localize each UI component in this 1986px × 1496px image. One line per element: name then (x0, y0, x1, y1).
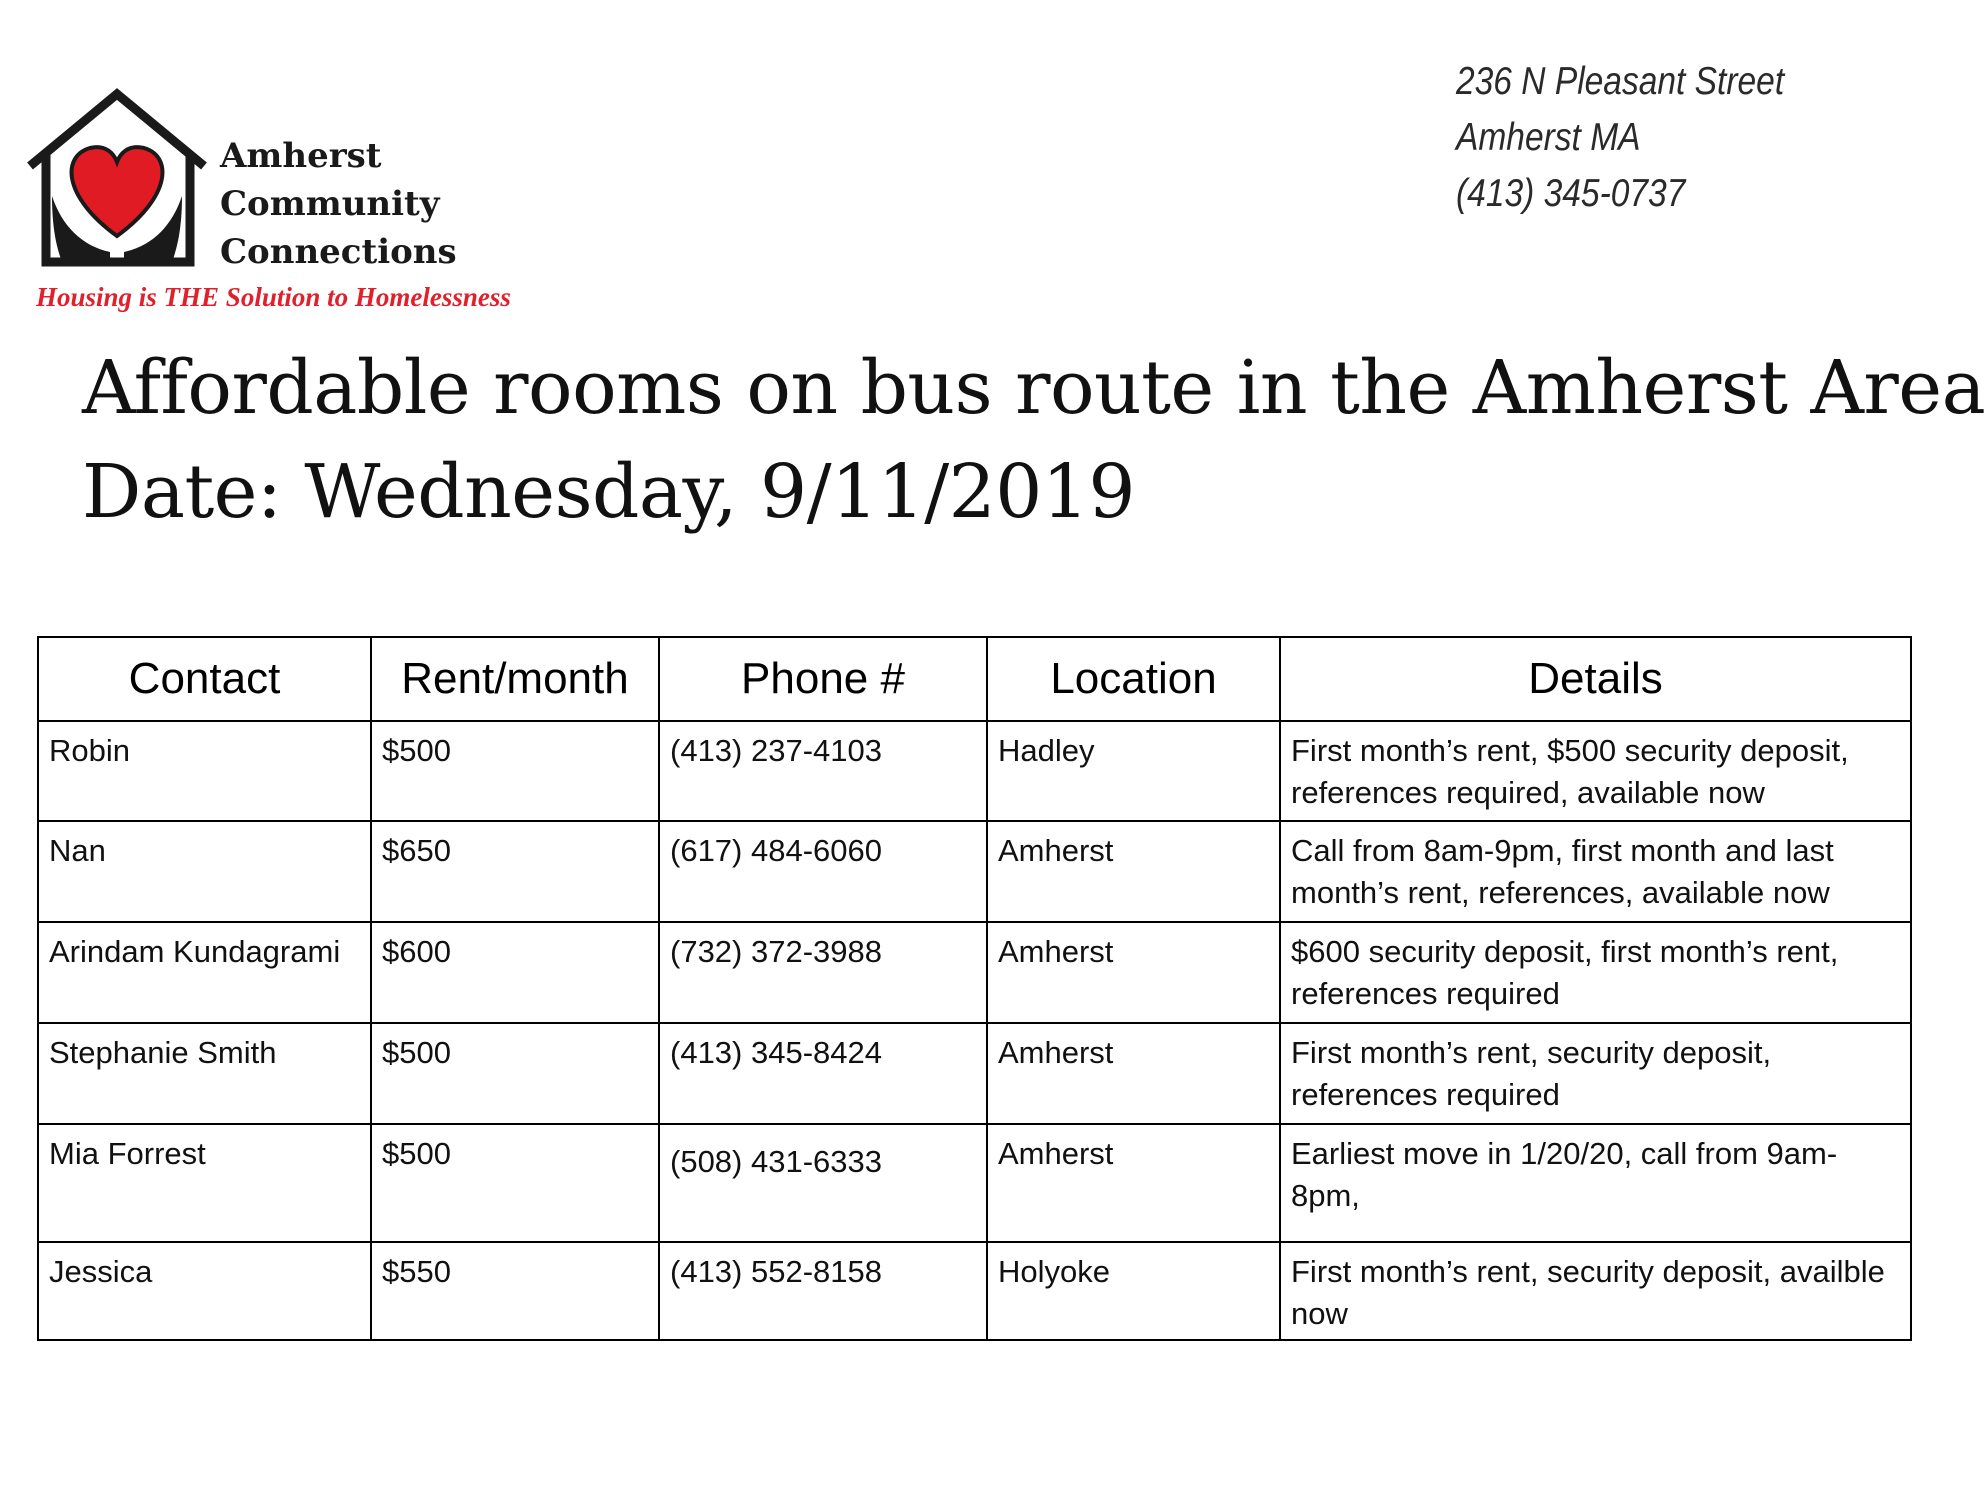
cell-location: Amherst (987, 1023, 1280, 1124)
table-row (38, 1242, 1911, 1340)
header-rent: Rent/month (371, 637, 659, 721)
header-contact: Contact (38, 637, 371, 721)
cell-details: First month’s rent, security deposit, references required (1280, 1023, 1911, 1124)
header-phone: Phone # (659, 637, 987, 721)
cell-location: Amherst (987, 821, 1280, 922)
table-row (38, 721, 1911, 821)
address-city: Amherst MA (1456, 116, 1641, 159)
cell-contact: Arindam Kundagrami (38, 922, 371, 1023)
cell-phone: (413) 237-4103 (659, 721, 987, 821)
cell-rent: $500 (371, 1124, 659, 1242)
table-header-row (38, 637, 1911, 721)
cell-rent: $600 (371, 922, 659, 1023)
cell-rent: $650 (371, 821, 659, 922)
cell-phone: (732) 372-3988 (659, 922, 987, 1023)
org-tagline: Housing is THE Solution to Homelessness (36, 282, 511, 312)
cell-phone: (508) 431-6333 (659, 1124, 987, 1242)
cell-phone: (413) 552-8158 (659, 1242, 987, 1340)
cell-phone: (617) 484-6060 (659, 821, 987, 922)
cell-phone: (413) 345-8424 (659, 1023, 987, 1124)
cell-contact: Robin (38, 721, 371, 821)
cell-details: $600 security deposit, first month’s rent, references required (1280, 922, 1911, 1023)
page-date: Date: Wednesday, 9/11/2019 (82, 449, 1135, 535)
cell-details: First month’s rent, $500 security deposit, references required, available now (1280, 721, 1911, 821)
table-row (38, 1023, 1911, 1124)
cell-rent: $500 (371, 721, 659, 821)
address-street: 236 N Pleasant Street (1456, 60, 1785, 103)
org-address (1456, 54, 1784, 222)
header-details: Details (1280, 637, 1911, 721)
address-phone: (413) 345-0737 (1456, 172, 1686, 215)
table-row (38, 821, 1911, 922)
org-name (220, 132, 457, 276)
house-heart-hands-icon (22, 86, 212, 271)
cell-contact: Jessica (38, 1242, 371, 1340)
cell-contact: Stephanie Smith (38, 1023, 371, 1124)
org-name-line2: Community (220, 184, 440, 224)
cell-rent: $550 (371, 1242, 659, 1340)
header-location: Location (987, 637, 1280, 721)
table-row (38, 922, 1911, 1023)
cell-location: Hadley (987, 721, 1280, 821)
cell-location: Amherst (987, 1124, 1280, 1242)
org-name-line1: Amherst (220, 136, 382, 176)
cell-details: First month’s rent, security deposit, availble now (1280, 1242, 1911, 1340)
cell-location: Amherst (987, 922, 1280, 1023)
org-name-line3: Connections (220, 232, 457, 272)
listings-table (37, 636, 1912, 1341)
org-logo (18, 86, 558, 326)
cell-contact: Nan (38, 821, 371, 922)
cell-location: Holyoke (987, 1242, 1280, 1340)
cell-rent: $500 (371, 1023, 659, 1124)
cell-contact: Mia Forrest (38, 1124, 371, 1242)
cell-details: Call from 8am-9pm, first month and last month’s rent, references, available now (1280, 821, 1911, 922)
cell-details: Earliest move in 1/20/20, call from 9am-8pm, (1280, 1124, 1911, 1242)
table-row (38, 1124, 1911, 1242)
page-title: Affordable rooms on bus route in the Amherst Area (82, 345, 1986, 431)
